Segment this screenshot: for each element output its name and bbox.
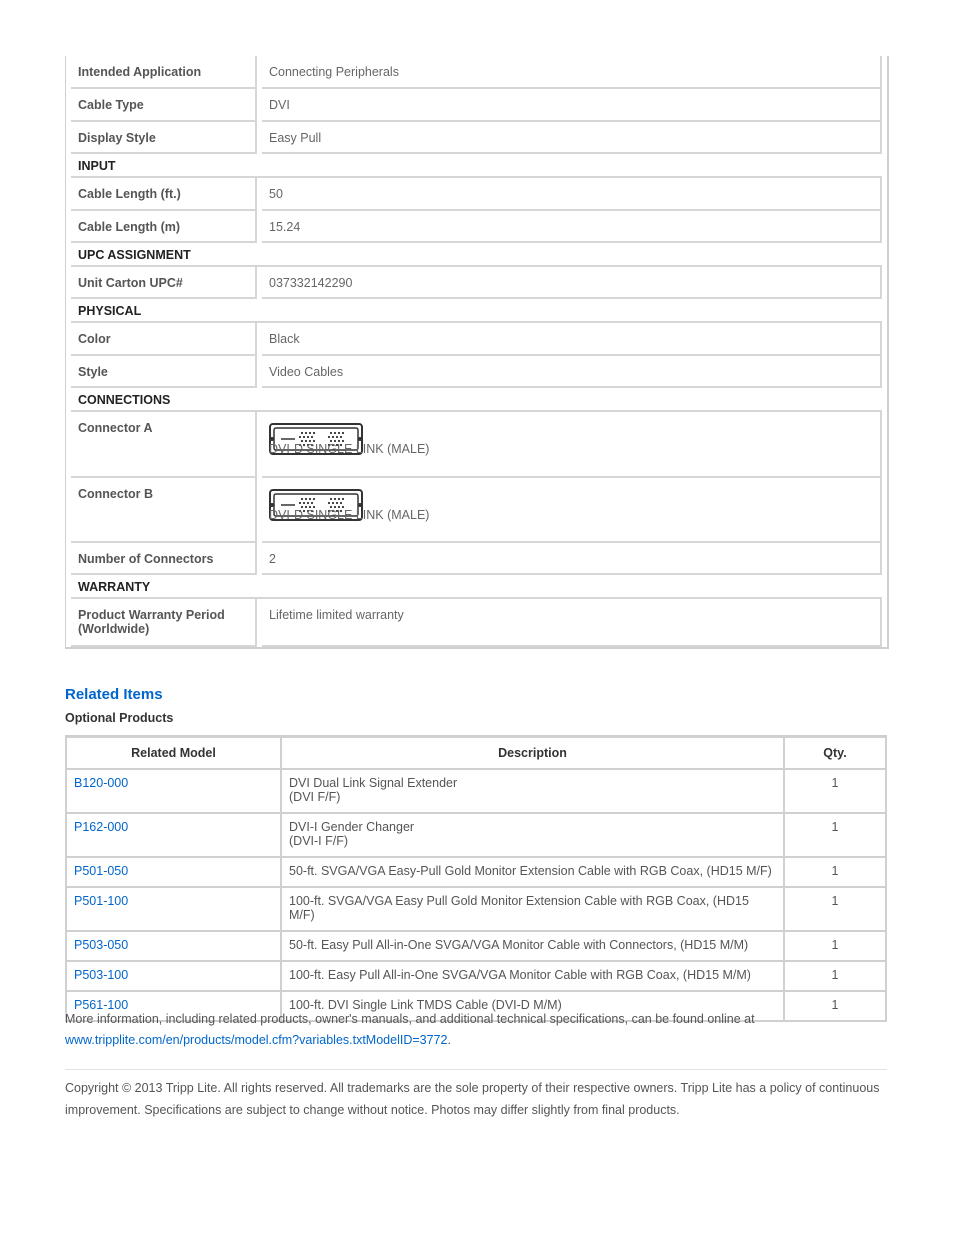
model-link[interactable]: P561-100 — [67, 991, 281, 1020]
description-cell: 100-ft. SVGA/VGA Easy Pull Gold Monitor Extension Cable with RGB Coax, (HD15 M/F) — [281, 887, 784, 931]
connector-a-caption: DVI-D SINGLE LINK (MALE) — [269, 442, 430, 456]
table-row — [67, 857, 885, 887]
spec-value: 037332142290 — [262, 267, 882, 299]
column-header-description: Description — [281, 738, 784, 769]
spec-row-intended-application — [66, 56, 887, 89]
qty-cell: 1 — [784, 887, 885, 931]
spec-value — [262, 412, 882, 478]
spec-label: Number of Connectors — [71, 543, 257, 575]
specifications-table — [65, 56, 889, 649]
description-line: DVI-I Gender Changer — [289, 820, 415, 834]
model-link[interactable]: P501-050 — [67, 857, 281, 887]
description-cell — [281, 769, 784, 813]
spec-label — [71, 599, 257, 647]
footer-divider — [65, 1069, 887, 1070]
related-items-heading: Related Items — [65, 686, 163, 703]
spec-row-color — [66, 323, 887, 356]
description-cell: 100-ft. DVI Single Link TMDS Cable (DVI-D M/M) — [281, 991, 784, 1020]
section-heading-physical: PHYSICAL — [71, 299, 882, 323]
model-link[interactable]: B120-000 — [67, 769, 281, 813]
spec-row-number-of-connectors — [66, 543, 887, 575]
spec-row-cable-length-m — [66, 211, 887, 243]
spec-row-unit-carton-upc — [66, 267, 887, 299]
spec-label: Display Style — [71, 122, 257, 154]
spec-label-line: Product Warranty Period — [78, 608, 225, 622]
spec-row-connector-b — [66, 478, 887, 543]
description-cell — [281, 813, 784, 857]
qty-cell: 1 — [831, 998, 839, 1012]
spec-label: Unit Carton UPC# — [71, 267, 257, 299]
spec-value: Lifetime limited warranty — [262, 599, 882, 647]
spec-label: Color — [71, 323, 257, 356]
table-row — [67, 931, 885, 961]
section-heading-upc: UPC ASSIGNMENT — [71, 243, 882, 267]
qty-cell: 1 — [784, 857, 885, 887]
spec-value: Video Cables — [262, 356, 882, 388]
table-row — [67, 813, 885, 857]
spec-row-cable-length-ft — [66, 178, 887, 211]
spec-row-connector-a — [66, 412, 887, 478]
table-row — [67, 961, 885, 991]
qty-cell: 1 — [784, 813, 885, 857]
spec-label: Cable Type — [71, 89, 257, 122]
spec-row-warranty-period — [66, 599, 887, 647]
qty-cell: 1 — [784, 769, 885, 813]
section-heading-connections: CONNECTIONS — [71, 388, 882, 412]
table-row — [67, 887, 885, 931]
section-heading-warranty: WARRANTY — [71, 575, 882, 599]
model-link[interactable]: P162-000 — [67, 813, 281, 857]
spec-value: Connecting Peripherals — [262, 56, 882, 89]
description-line: (DVI-I F/F) — [289, 834, 349, 848]
description-line: DVI Dual Link Signal Extender — [289, 776, 458, 790]
more-info-text: More information, including related products, owner's manuals, and additional technical specifications, can be found online at — [65, 1012, 755, 1026]
model-link[interactable]: P503-100 — [67, 961, 281, 991]
spec-row-style — [66, 356, 887, 388]
more-info-period: . — [447, 1033, 451, 1047]
spec-row-display-style — [66, 122, 887, 154]
table-header-row — [67, 738, 885, 769]
description-cell: 50-ft. SVGA/VGA Easy-Pull Gold Monitor Extension Cable with RGB Coax, (HD15 M/F) — [281, 857, 784, 887]
spec-value — [262, 478, 882, 543]
spec-value: 15.24 — [262, 211, 882, 243]
copyright-notice: Copyright © 2013 Tripp Lite. All rights reserved. All trademarks are the sole property of their respective owners. Tripp Lite has a policy of continuous improvement. Specifications are subject to change without notice. Photos may differ slightly from final products. — [65, 1081, 880, 1117]
connector-b-caption: DVI-D SINGLE LINK (MALE) — [269, 508, 430, 522]
description-line: (DVI F/F) — [289, 790, 341, 804]
spec-label: Style — [71, 356, 257, 388]
more-info-paragraph — [65, 1009, 895, 1051]
spec-value: Easy Pull — [262, 122, 882, 154]
spec-value: 50 — [262, 178, 882, 211]
spec-label: Cable Length (ft.) — [71, 178, 257, 211]
spec-label-line: (Worldwide) — [78, 622, 150, 636]
spec-label: Cable Length (m) — [71, 211, 257, 243]
column-header-qty: Qty. — [784, 738, 885, 769]
spec-value: Black — [262, 323, 882, 356]
product-page-link[interactable]: www.tripplite.com/en/products/model.cfm?variables.txtModelID=3772 — [65, 1033, 448, 1047]
description-cell: 50-ft. Easy Pull All-in-One SVGA/VGA Monitor Cable with Connectors, (HD15 M/M) — [281, 931, 784, 961]
spec-label: Connector A — [71, 412, 257, 478]
table-row — [67, 769, 885, 813]
spec-label: Connector B — [71, 478, 257, 543]
related-products-table — [65, 735, 887, 1022]
spec-value: 2 — [262, 543, 882, 575]
description-cell: 100-ft. Easy Pull All-in-One SVGA/VGA Monitor Cable with RGB Coax, (HD15 M/M) — [281, 961, 784, 991]
qty-cell: 1 — [784, 961, 885, 991]
column-header-model: Related Model — [67, 738, 281, 769]
section-heading-input: INPUT — [71, 154, 882, 178]
optional-products-heading: Optional Products — [65, 711, 174, 725]
spec-row-cable-type — [66, 89, 887, 122]
model-link[interactable]: P501-100 — [67, 887, 281, 931]
spec-value: DVI — [262, 89, 882, 122]
spec-label: Intended Application — [71, 56, 257, 89]
qty-cell: 1 — [784, 931, 885, 961]
model-link[interactable]: P503-050 — [67, 931, 281, 961]
